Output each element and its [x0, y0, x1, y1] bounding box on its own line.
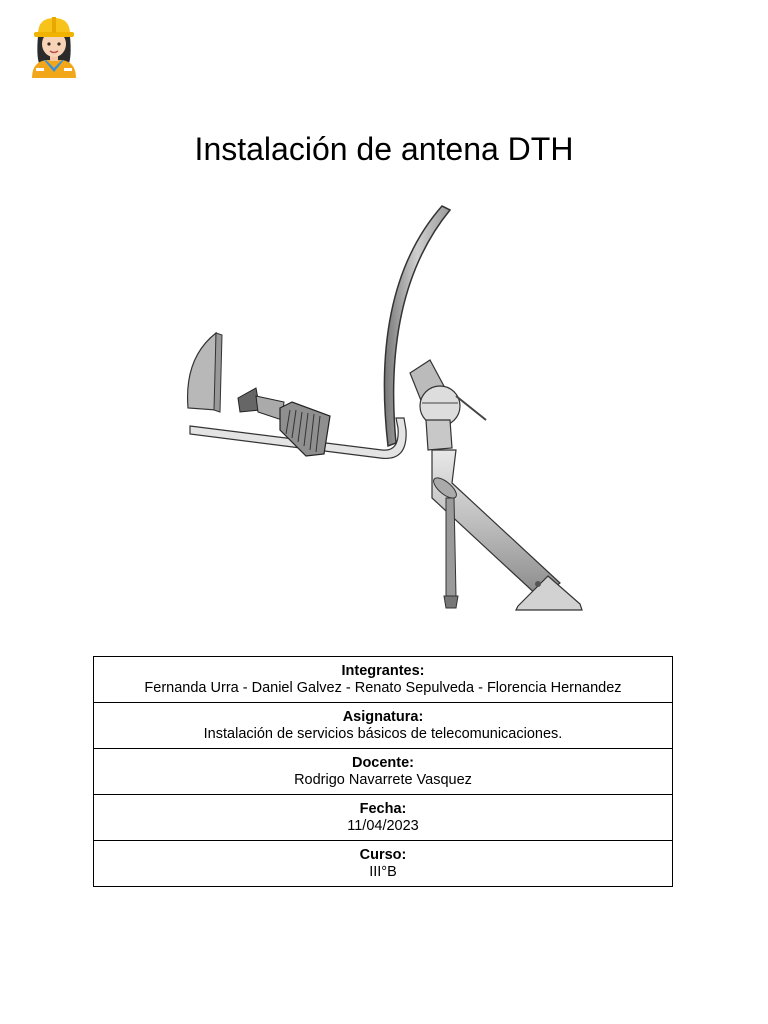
info-row: [94, 749, 673, 795]
info-row: [94, 703, 673, 749]
info-cell: [94, 657, 673, 703]
info-cell: [94, 795, 673, 841]
fecha-label: Fecha:: [359, 800, 407, 817]
info-row: [94, 841, 673, 887]
construction-worker-icon: [28, 14, 80, 78]
fecha-value: 11/04/2023: [347, 817, 419, 834]
integrantes-value: Fernanda Urra - Daniel Galvez - Renato Sepulveda - Florencia Hernandez: [144, 679, 622, 696]
integrantes-label: Integrantes:: [341, 662, 425, 679]
info-row: [94, 657, 673, 703]
asignatura-value: Instalación de servicios básicos de telecomunicaciones.: [203, 725, 563, 742]
info-table: [93, 656, 673, 887]
curso-value: III°B: [369, 863, 397, 880]
docente-value: Rodrigo Navarrete Vasquez: [294, 771, 472, 788]
document-title: Instalación de antena DTH: [194, 131, 574, 167]
curso-label: Curso:: [359, 846, 407, 863]
info-cell: [94, 841, 673, 887]
info-row: [94, 795, 673, 841]
info-cell: [94, 749, 673, 795]
satellite-dish-antenna-illustration: [160, 198, 605, 628]
docente-label: Docente:: [351, 754, 415, 771]
asignatura-label: Asignatura:: [342, 708, 424, 725]
info-cell: [94, 703, 673, 749]
